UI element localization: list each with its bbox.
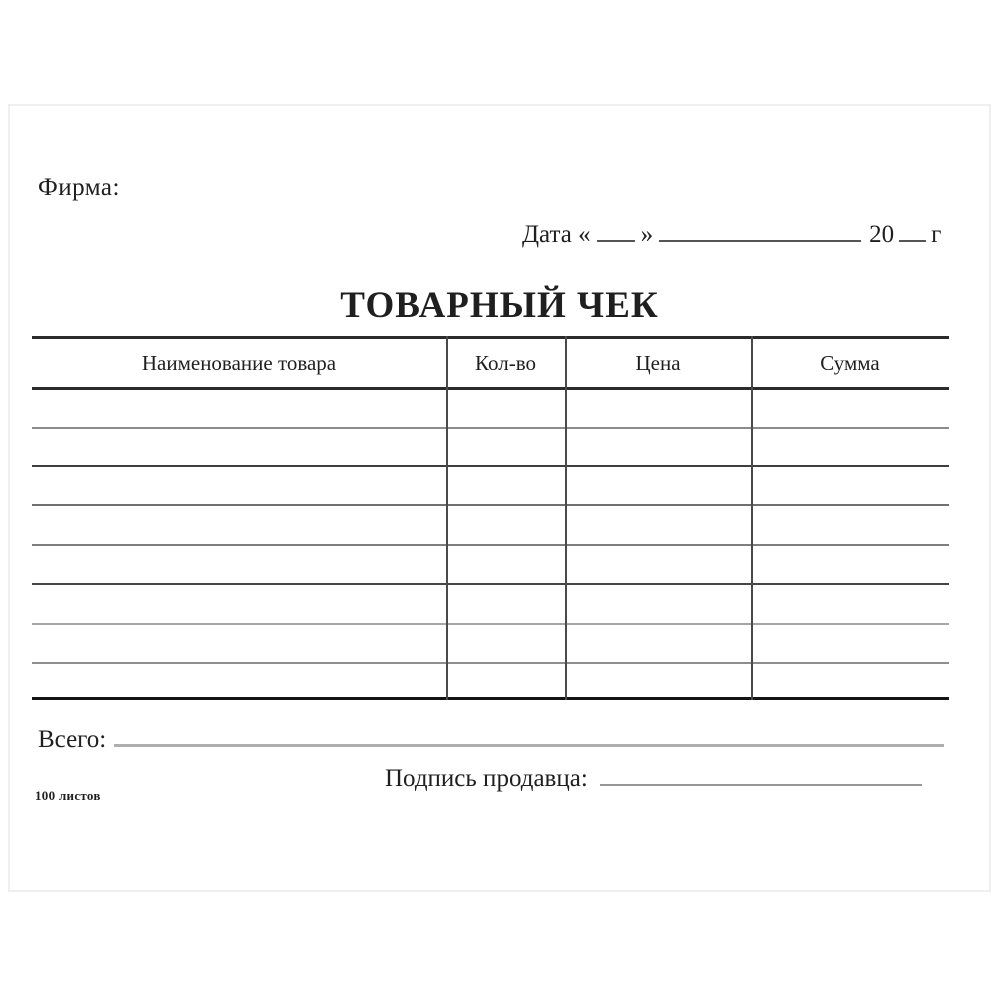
table-row-line [32, 465, 949, 467]
column-header-quantity: Кол-во [475, 350, 536, 375]
open-quote: « [578, 221, 591, 248]
close-quote: » [640, 221, 654, 248]
date-year-blank [899, 220, 926, 242]
header-bottom-border [32, 387, 949, 390]
column-header-price: Цена [635, 350, 681, 375]
receipt-page [8, 104, 991, 892]
date-line [522, 220, 941, 249]
signature-blank [600, 764, 922, 786]
date-label: Дата [522, 221, 572, 248]
table-row-line [32, 623, 949, 625]
total-line [38, 724, 944, 754]
page-title: ТОВАРНЫЙ ЧЕК [340, 285, 659, 326]
date-century: 20 [869, 221, 895, 248]
signature-label: Подпись продавца: [385, 765, 588, 792]
sheets-note: 100 листов [35, 788, 101, 803]
total-label: Всего: [38, 726, 107, 753]
date-day-blank [597, 220, 635, 242]
signature-line [385, 764, 922, 793]
firm-label: Фирма: [38, 174, 120, 201]
table-row-line [32, 504, 949, 506]
column-header-sum: Сумма [820, 350, 880, 375]
column-divider [751, 336, 753, 700]
items-table [32, 336, 949, 700]
table-bottom-border [32, 697, 949, 700]
table-row-line [32, 583, 949, 585]
date-month-blank [659, 220, 861, 242]
total-blank [114, 724, 944, 747]
table-row-line [32, 544, 949, 546]
table-row-line [32, 427, 949, 429]
column-divider [565, 336, 567, 700]
column-divider [446, 336, 448, 700]
date-year-suffix: г [931, 221, 942, 248]
column-header-name: Наименование товара [141, 350, 337, 375]
table-row-line [32, 662, 949, 664]
